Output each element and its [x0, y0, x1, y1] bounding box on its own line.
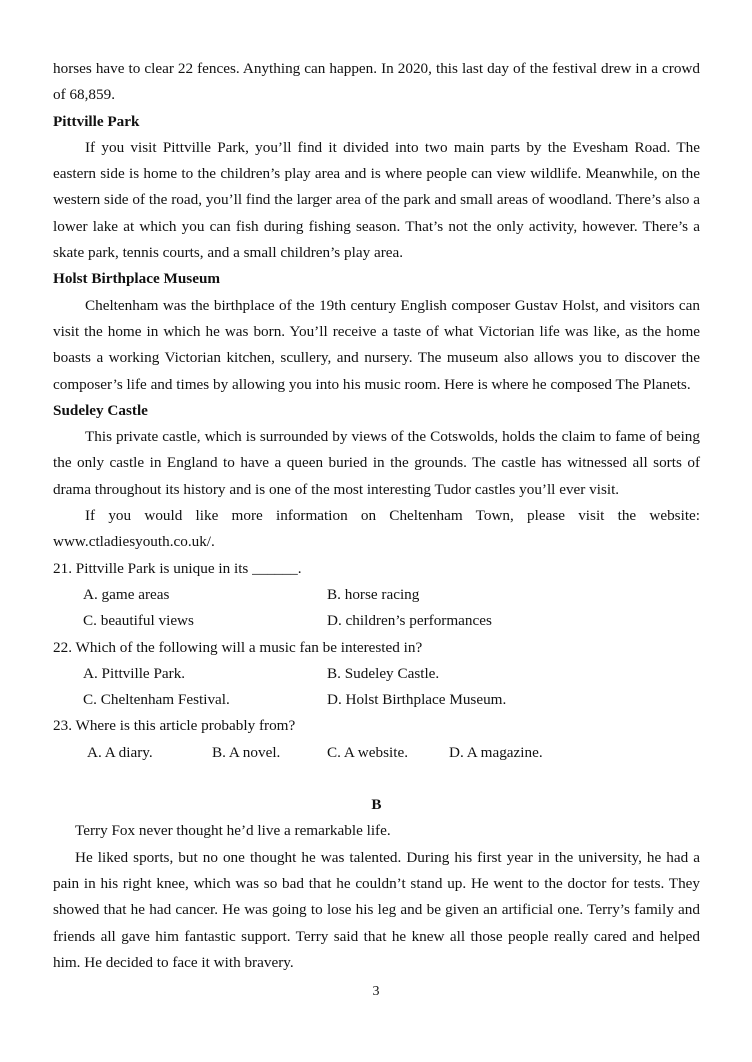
- question-options: [53, 582, 700, 635]
- question-21: [53, 556, 700, 635]
- option-a: A. game areas: [83, 585, 170, 603]
- section-heading: Sudeley Castle: [53, 401, 148, 419]
- section-pittville-park: [53, 109, 700, 267]
- section-heading: Holst Birthplace Museum: [53, 270, 221, 288]
- passage-b-paragraph: He liked sports, but no one thought he was talented. During his first year in the university, he had a pain in his right knee, which was so bad that he couldn’t stand up. He went to the doctor for tests. They showed that he had cancer. He was going to lose his leg and be given an artificial one. Terry’s family and friends all gave him fantastic support. Terry said that he knew all those people really cared and helped him. He decided to face it with bravery.: [53, 848, 700, 971]
- passage-a-intro-continuation: horses have to clear 22 fences. Anything can happen. In 2020, this last day of the festival drew in a crowd of 68,859.: [53, 60, 700, 104]
- closing-line: If you would like more information on Cheltenham Town, please visit the website:: [85, 507, 700, 525]
- option-d: D. A magazine.: [449, 743, 543, 761]
- question-22: [53, 635, 700, 714]
- section-body: Cheltenham was the birthplace of the 19th century English composer Gustav Holst, and visitors can visit the home in which he was born. You’ll receive a taste of what Victorian life was like, as the home boasts a working Victorian kitchen, scullery, and nursery. The museum also allows you to discover the composer’s life and times by allowing you into his music room. Here is where he composed The Planets.: [53, 296, 700, 393]
- question-23: [53, 713, 700, 766]
- option-c: C. beautiful views: [83, 612, 194, 630]
- question-stem: 22. Which of the following will a music fan be interested in?: [53, 638, 423, 656]
- section-sudeley-castle: [53, 398, 700, 503]
- section-body: If you visit Pittville Park, you’ll find it divided into two main parts by the Evesham Road. The eastern side is home to the children’s play area and is where people can view wildlife. Meanwhile, on the western side of the road, you’ll find the larger area of the park and small areas of woodland. There’s also a lower lake at which you can fish during fishing season. That’s not the only activity, however. There’s a skate park, tennis courts, and a small children’s play area.: [53, 138, 700, 262]
- question-options: [53, 661, 700, 714]
- option-a: A. A diary.: [87, 743, 153, 761]
- question-options: [53, 740, 700, 766]
- section-heading: Pittville Park: [53, 112, 140, 130]
- option-a: A. Pittville Park.: [83, 664, 186, 682]
- document-page: [53, 56, 700, 976]
- section-holst-birthplace-museum: [53, 266, 700, 397]
- passage-b-heading: B: [371, 796, 382, 814]
- closing-url: www.ctladiesyouth.co.uk/.: [53, 533, 215, 551]
- section-body: This private castle, which is surrounded by views of the Cotswolds, holds the claim to fame of being the only castle in England to have a queen buried in the grounds. The castle has witnessed all sorts of drama throughout its history and is one of the most interesting Tudor castles you’ll ever visit.: [53, 428, 700, 498]
- passage-b-paragraph: Terry Fox never thought he’d live a remarkable life.: [75, 822, 391, 840]
- page-number: 3: [372, 984, 380, 999]
- option-d: D. children’s performances: [327, 612, 492, 630]
- option-c: C. A website.: [327, 743, 409, 761]
- option-d: D. Holst Birthplace Museum.: [327, 691, 507, 709]
- question-stem: 21. Pittville Park is unique in its ______.: [53, 559, 302, 577]
- option-b: B. A novel.: [212, 743, 281, 761]
- question-stem: 23. Where is this article probably from?: [53, 717, 296, 735]
- option-b: B. Sudeley Castle.: [327, 664, 440, 682]
- option-c: C. Cheltenham Festival.: [83, 691, 230, 709]
- option-b: B. horse racing: [327, 585, 420, 603]
